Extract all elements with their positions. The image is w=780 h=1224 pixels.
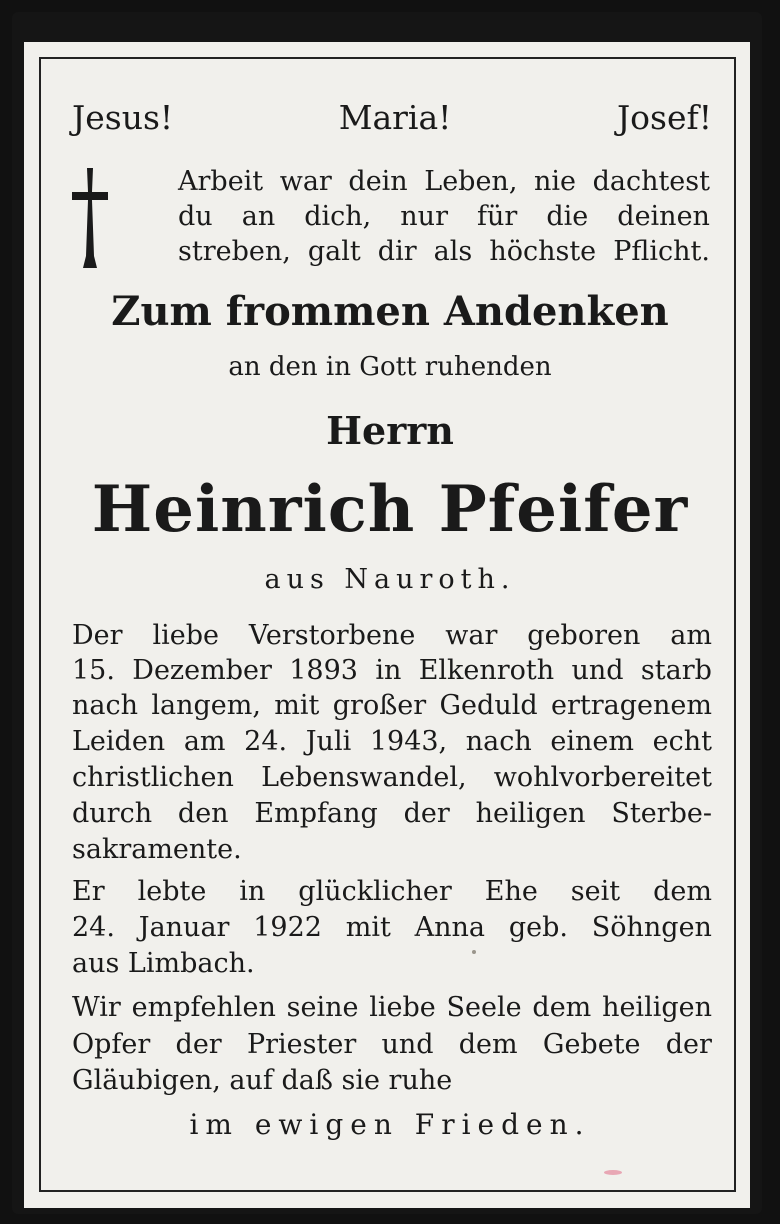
paragraph-line	[72, 655, 712, 686]
paragraph-line: sakramente.	[72, 834, 242, 865]
word: nur	[400, 201, 448, 232]
word: der	[665, 1029, 712, 1060]
word: 1943,	[369, 726, 448, 757]
word: streben,	[178, 236, 291, 267]
paragraph-line: Gläubigen, auf daß sie ruhe	[72, 1065, 453, 1096]
word: 24.	[72, 912, 115, 943]
word: Priester	[246, 1029, 357, 1060]
motto-line	[178, 201, 710, 232]
paper-spot	[472, 950, 476, 954]
word: dein	[348, 166, 408, 197]
word: Dezember	[132, 655, 272, 686]
word: Sterbe-	[611, 798, 712, 829]
word: liebe	[152, 620, 219, 651]
word: mit	[274, 690, 320, 721]
word: Lebenswandel,	[261, 762, 467, 793]
word: Gebete	[542, 1029, 641, 1060]
word: lebte	[137, 876, 207, 907]
word: Geduld	[439, 690, 538, 721]
word: Ehe	[484, 876, 538, 907]
word: nie	[533, 166, 576, 197]
word: langem,	[151, 690, 261, 721]
word: Leiden	[72, 726, 166, 757]
word: 15.	[72, 655, 115, 686]
paragraph-line	[72, 798, 712, 829]
paragraph-line	[72, 1029, 712, 1060]
word: christlichen	[72, 762, 234, 793]
word: 24.	[244, 726, 288, 757]
word: starb	[640, 655, 712, 686]
word: am	[183, 726, 226, 757]
word: den	[177, 798, 229, 829]
word: dachtest	[592, 166, 710, 197]
word: der	[403, 798, 450, 829]
paragraph-line	[72, 726, 712, 757]
word: Er	[72, 876, 105, 907]
paragraph-line: aus Limbach.	[72, 948, 255, 979]
word: dem	[653, 876, 712, 907]
word: 1922	[253, 912, 322, 943]
word: Der	[72, 620, 123, 651]
word: geboren	[527, 620, 641, 651]
word: dem	[532, 992, 592, 1023]
word: und	[381, 1029, 434, 1060]
word: Söhngen	[591, 912, 712, 943]
motto-line	[178, 236, 710, 267]
invocation-josef: Josef!	[616, 98, 712, 137]
word: Wir	[72, 992, 121, 1023]
word: Opfer	[72, 1029, 151, 1060]
word: und	[571, 655, 624, 686]
word: glücklicher	[298, 876, 452, 907]
word: heiligen	[475, 798, 586, 829]
word: seit	[570, 876, 621, 907]
word: galt	[307, 236, 361, 267]
word: Pflicht.	[613, 236, 710, 267]
word: Seele	[446, 992, 522, 1023]
word: in	[239, 876, 266, 907]
word: Anna	[414, 912, 486, 943]
word: liebe	[369, 992, 436, 1023]
word: der	[175, 1029, 222, 1060]
word: nach	[465, 726, 532, 757]
deceased-name: Heinrich Pfeifer	[91, 472, 689, 547]
word: du	[178, 201, 213, 232]
word: in	[375, 655, 402, 686]
latin-cross-icon	[70, 168, 110, 268]
word: Leben,	[424, 166, 518, 197]
origin-line: aus Nauroth.	[264, 564, 516, 595]
word: Arbeit	[178, 166, 264, 197]
word: echt	[652, 726, 712, 757]
word: Juli	[305, 726, 352, 757]
word: dem	[458, 1029, 518, 1060]
invocation-line	[72, 98, 712, 137]
paragraph-line	[72, 690, 712, 721]
word: durch	[72, 798, 153, 829]
word: für	[477, 201, 518, 232]
word: nach	[72, 690, 138, 721]
word: die	[546, 201, 589, 232]
closing-line: im ewigen Frieden.	[189, 1108, 591, 1141]
invocation-jesus: Jesus!	[72, 98, 174, 137]
word: dich,	[304, 201, 372, 232]
card-title: Zum frommen Andenken	[111, 288, 669, 335]
word: am	[670, 620, 712, 651]
word: heiligen	[602, 992, 712, 1023]
word: seine	[286, 992, 359, 1023]
word: deinen	[617, 201, 710, 232]
word: wohlvorbereitet	[493, 762, 712, 793]
word: einem	[550, 726, 634, 757]
motto-line	[178, 166, 710, 197]
word: höchste	[489, 236, 597, 267]
ink-smudge	[604, 1170, 622, 1175]
word: Empfang	[254, 798, 378, 829]
salutation: Herrn	[326, 408, 454, 453]
word: ertragenem	[550, 690, 712, 721]
word: als	[433, 236, 473, 267]
paragraph-line	[72, 620, 712, 651]
paragraph-line	[72, 876, 712, 907]
word: großer	[332, 690, 427, 721]
word: 1893	[289, 655, 358, 686]
word: war	[279, 166, 332, 197]
paragraph-line	[72, 912, 712, 943]
word: empfehlen	[131, 992, 276, 1023]
word: mit	[345, 912, 391, 943]
word: Verstorbene	[248, 620, 416, 651]
word: geb.	[508, 912, 568, 943]
word: war	[445, 620, 498, 651]
invocation-maria: Maria!	[338, 98, 452, 137]
paragraph-line	[72, 992, 712, 1023]
word: Elkenroth	[418, 655, 555, 686]
word: Januar	[138, 912, 230, 943]
word: dir	[377, 236, 417, 267]
dedication-line: an den in Gott ruhenden	[228, 352, 552, 382]
word: an	[241, 201, 276, 232]
paragraph-line	[72, 762, 712, 793]
